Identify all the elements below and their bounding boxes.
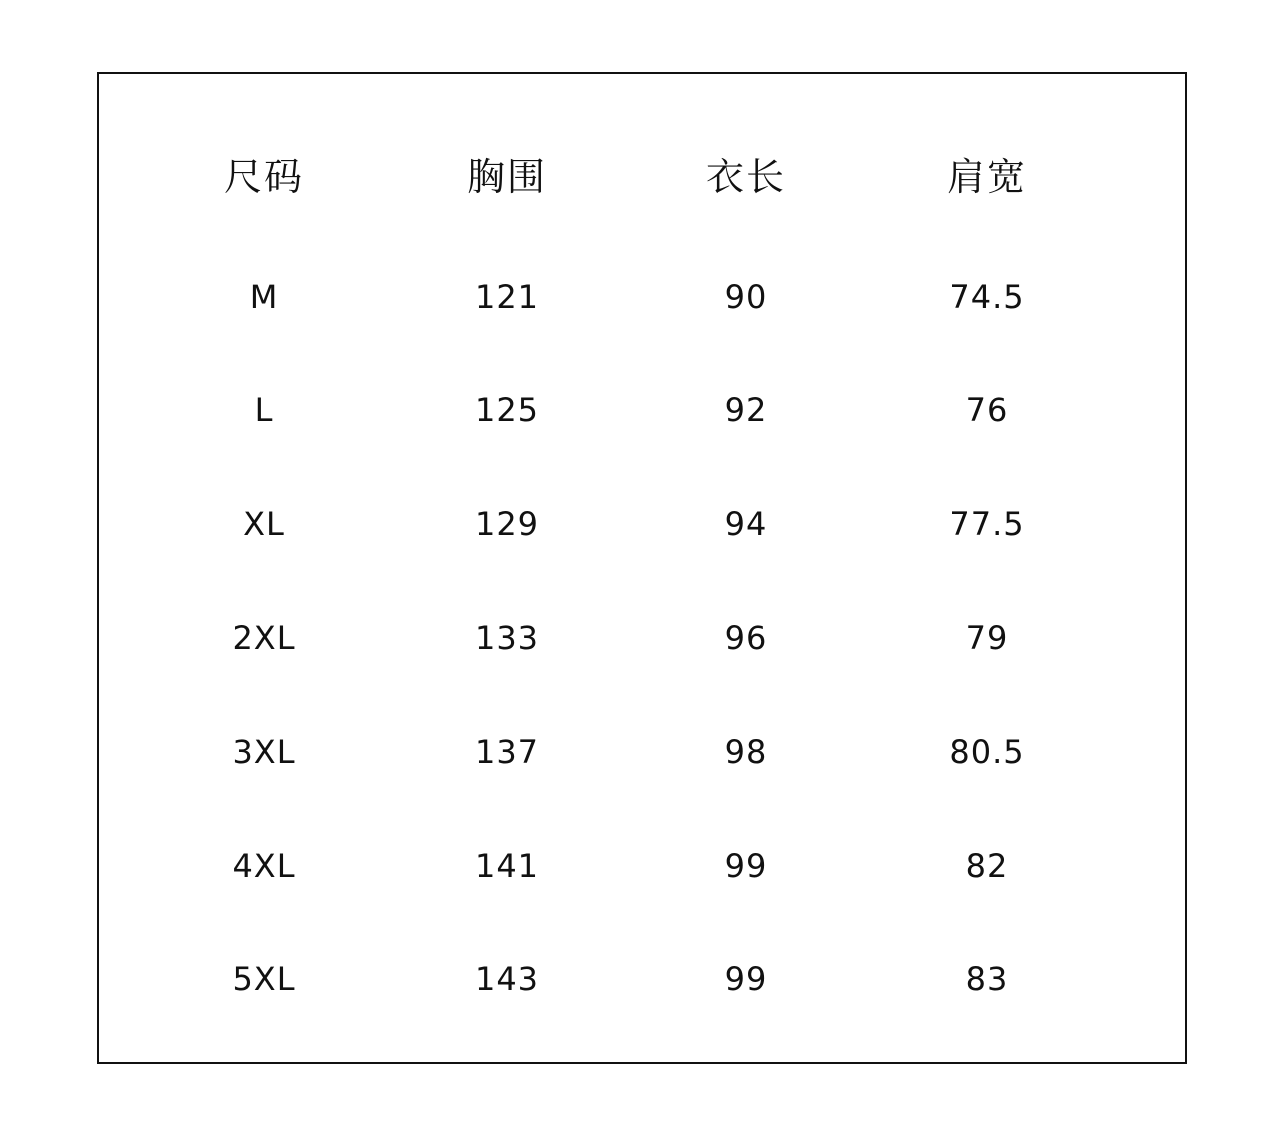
shoulder-cell: 82: [965, 847, 1009, 885]
header-length: 衣长: [705, 155, 786, 199]
chest-cell: 121: [474, 278, 540, 316]
table-row: [0, 836, 1280, 896]
size-cell: 4XL: [232, 847, 296, 885]
chest-cell: 125: [474, 391, 540, 429]
table-row: [0, 608, 1280, 668]
length-cell: 90: [724, 278, 768, 316]
length-cell: 98: [724, 733, 768, 771]
table-row: [0, 494, 1280, 554]
length-cell: 99: [724, 960, 768, 998]
size-cell: 2XL: [232, 619, 296, 657]
header-shoulder: 肩宽: [946, 155, 1027, 199]
shoulder-cell: 76: [965, 391, 1009, 429]
size-cell: 5XL: [232, 960, 296, 998]
header-chest: 胸围: [466, 155, 547, 199]
size-chart-border: [97, 72, 1187, 1064]
size-cell: M: [249, 278, 279, 316]
table-header-row: [0, 147, 1280, 207]
length-cell: 92: [724, 391, 768, 429]
chest-cell: 133: [474, 619, 540, 657]
shoulder-cell: 79: [965, 619, 1009, 657]
table-row: [0, 267, 1280, 327]
length-cell: 96: [724, 619, 768, 657]
length-cell: 94: [724, 505, 768, 543]
shoulder-cell: 77.5: [949, 505, 1025, 543]
table-row: [0, 722, 1280, 782]
chest-cell: 137: [474, 733, 540, 771]
shoulder-cell: 83: [965, 960, 1009, 998]
chest-cell: 129: [474, 505, 540, 543]
shoulder-cell: 80.5: [949, 733, 1025, 771]
size-cell: L: [254, 391, 274, 429]
table-row: [0, 949, 1280, 1009]
size-cell: XL: [243, 505, 285, 543]
length-cell: 99: [724, 847, 768, 885]
size-cell: 3XL: [232, 733, 296, 771]
shoulder-cell: 74.5: [949, 278, 1025, 316]
chest-cell: 141: [474, 847, 540, 885]
chest-cell: 143: [474, 960, 540, 998]
table-row: [0, 380, 1280, 440]
header-size: 尺码: [223, 155, 304, 199]
